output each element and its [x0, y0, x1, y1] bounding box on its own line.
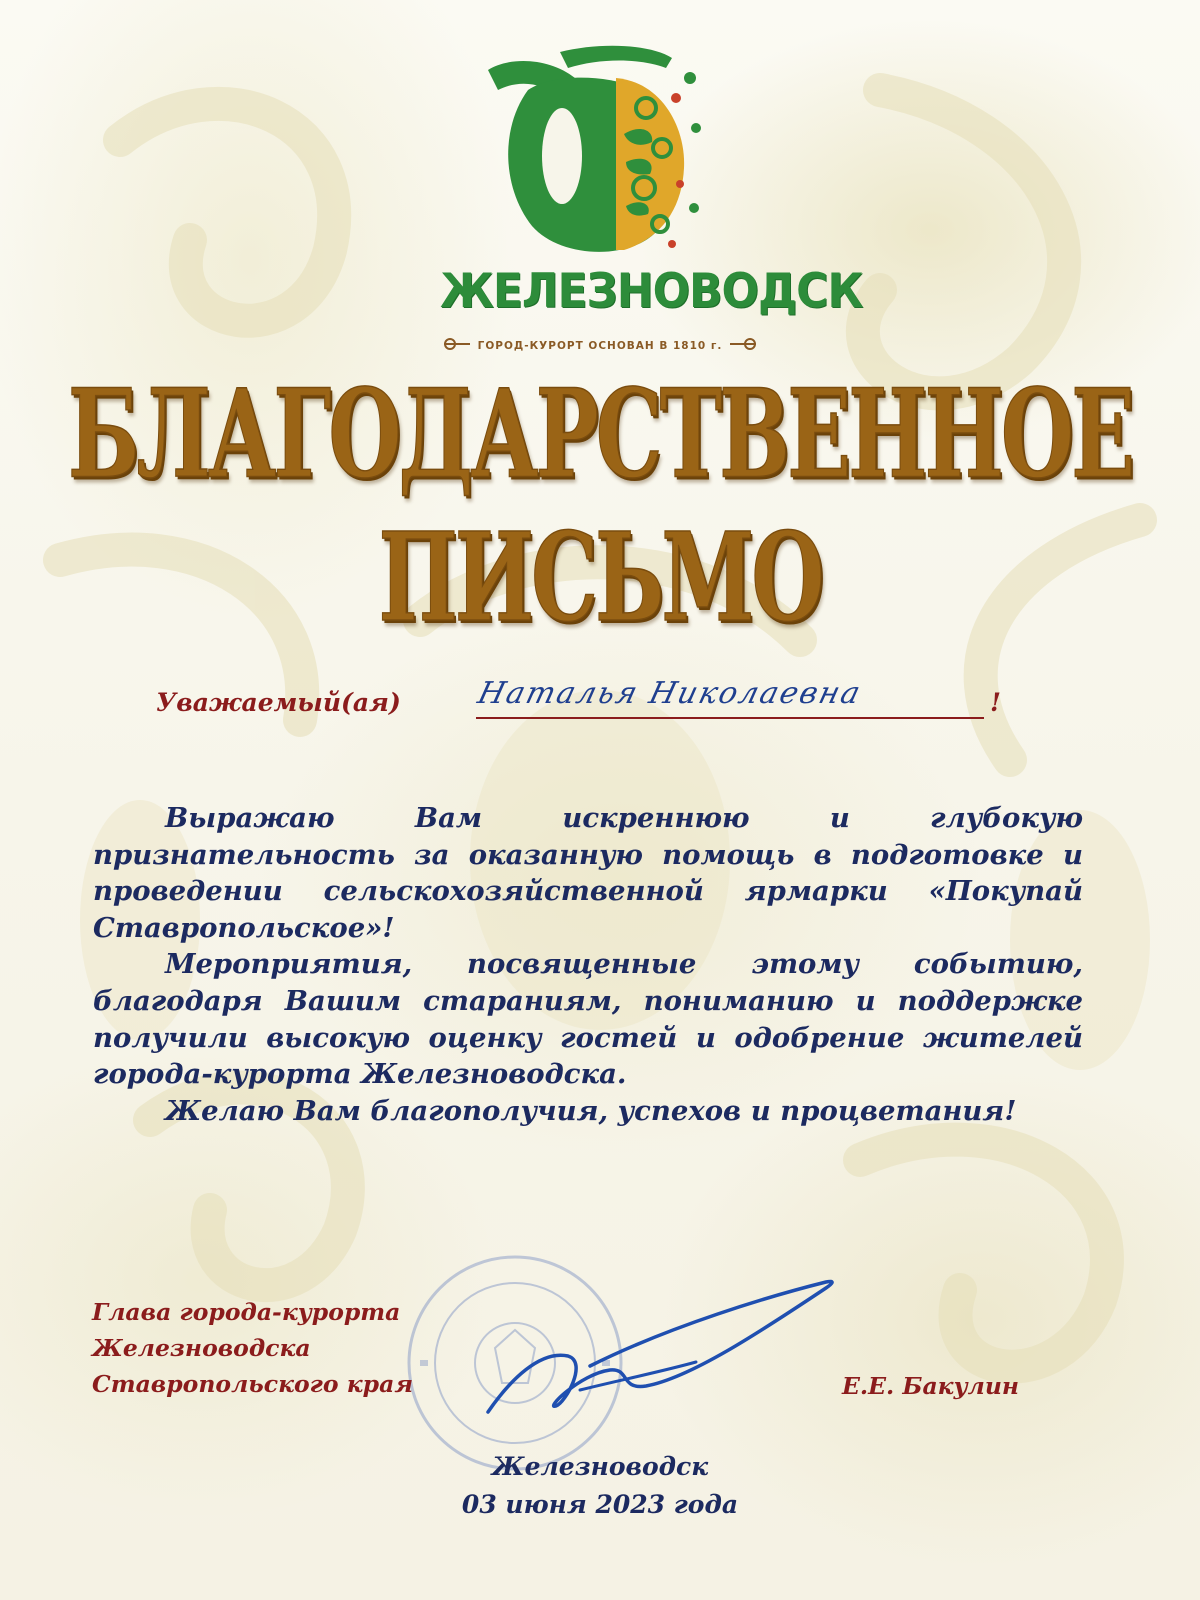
recipient-name-handwritten: Наталья Николаевна	[474, 676, 866, 711]
signatory-name: Е.Е. Бакулин	[842, 1372, 1020, 1400]
body-paragraph: Желаю Вам благополучия, успехов и процветания!	[165, 1094, 1017, 1127]
city-logo	[440, 38, 863, 352]
jug-emblem-icon	[440, 38, 760, 268]
greeting-exclamation: !	[990, 688, 1001, 717]
signatory-position	[92, 1294, 512, 1402]
handwritten-signature	[470, 1262, 850, 1432]
logo-tagline: ГОРОД-КУРОРТ ОСНОВАН В 1810 г.	[477, 340, 723, 352]
body-paragraph: Выражаю Вам искреннюю и глубокую признательность за оказанную помощь в подготовке и проведении сельскохозяйственной ярмарки «Покупай Ставропольское»!	[93, 802, 1083, 944]
signatory-position-line: Глава города-курорта	[92, 1298, 401, 1326]
signatory-position-line: Ставропольского края	[92, 1370, 414, 1398]
letter-title: БЛАГОДАРСТВЕННОЕ ПИСЬМО	[67, 362, 1133, 650]
signatory-position-line: Железноводска	[92, 1334, 311, 1362]
greeting-line	[156, 676, 1056, 724]
greeting-label: Уважаемый(ая)	[156, 688, 401, 717]
letter-body	[93, 800, 1083, 1129]
letter-date: 03 июня 2023 года	[461, 1490, 739, 1519]
body-paragraph: Мероприятия, посвященные этому событию, благодаря Вашим стараниям, пониманию и поддержке получили высокую оценку гостей и одобрение жителей города-курорта Железноводска.	[93, 948, 1083, 1091]
letter-place: Железноводск	[491, 1452, 709, 1481]
logo-city-name: ЖЕЛЕЗНОВОДСК	[440, 263, 863, 320]
recipient-underline	[476, 717, 984, 719]
